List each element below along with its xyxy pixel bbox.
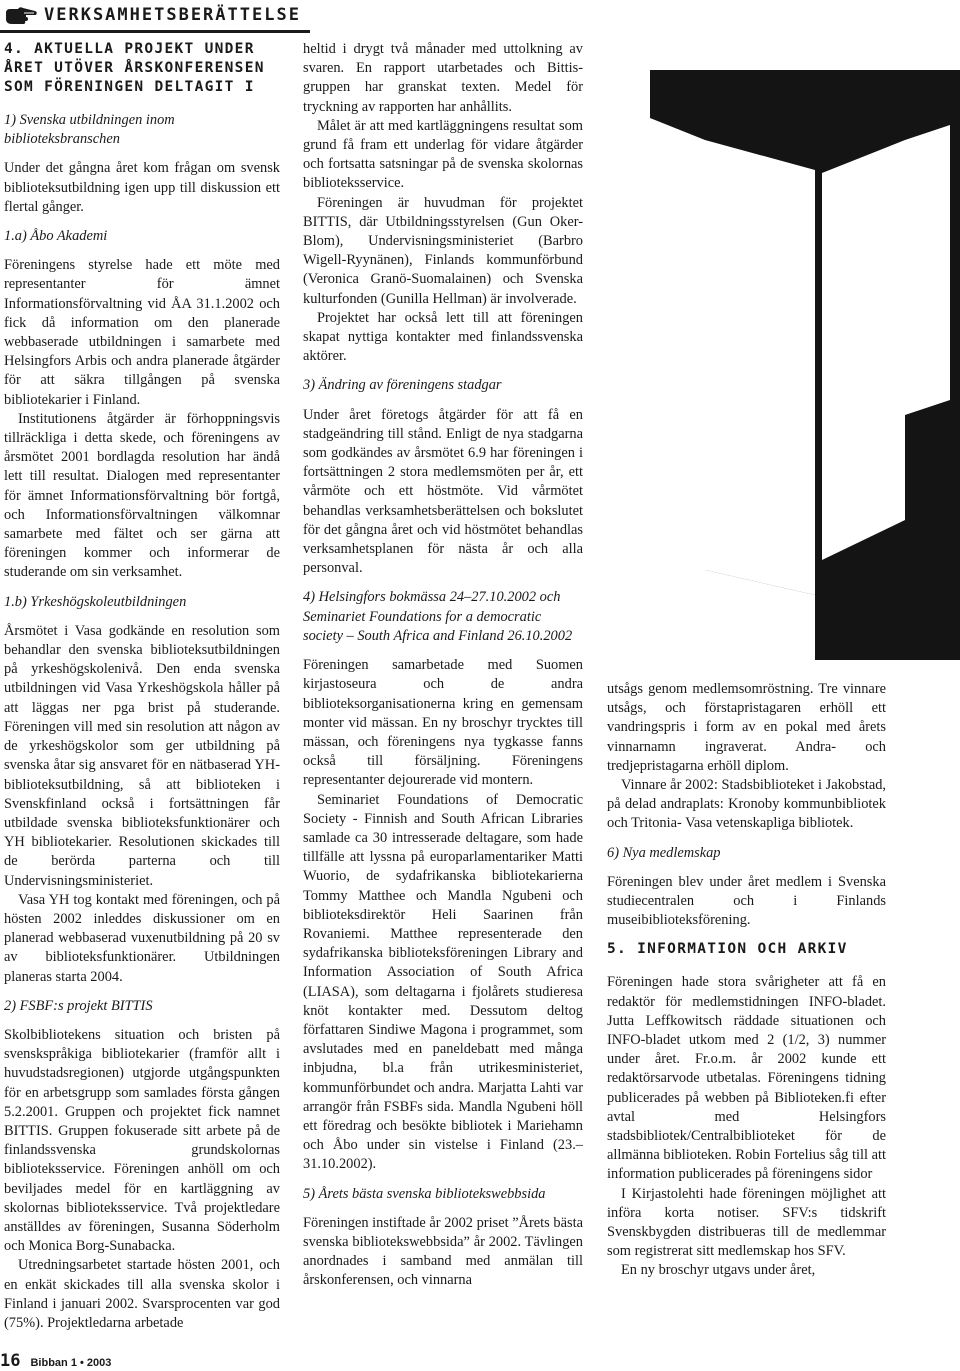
paragraph: utsågs genom medlemsomröstning. Tre vinnare utsågs, och förstapristagaren erhöll ett vandringspris i form av en pokal med årets vinnarnamn ingraverat. Andra- och tredjepristagarna erhöll diplom. (607, 681, 886, 774)
paragraph: Under det gångna året kom frågan om svensk biblioteksutbildning igen upp till diskussion ett flertal gånger. (4, 160, 280, 215)
paragraph: heltid i drygt två månader med uttolkning av svaren. En rapport utarbetades och Bittis-gruppen har granskat texten. Medel för tryckning av rapporten har anhållits. (303, 41, 583, 115)
subheading-2: 2) FSBF:s projekt BITTIS (4, 997, 153, 1014)
paragraph: Vinnare år 2002: Stadsbiblioteket i Jakobstad, på delad andraplats: Kronoby kommunbibliotek och Tritonia- Vasa vetenskapliga bibliotek. (607, 777, 886, 832)
subheading-1: 1) Svenska utbildningen inom biblioteksbranschen (4, 112, 175, 148)
paragraph: Projektet har också lett till att föreningen skapat nyttiga kontakter med finlandssvenska aktörer. (303, 309, 583, 365)
paragraph: I Kirjastolehti hade föreningen möjlighet att införa korta notiser. SFV:s tidskrift Svenskbygden distribueras till de medlemmar som registrerat sitt medlemskap hos SFV. (607, 1185, 886, 1260)
column-middle (303, 40, 583, 1291)
column-left (4, 40, 280, 1333)
subheading-4: 4) Helsingfors bokmässa 24–27.10.2002 och Seminariet Foundations for a democratic society – South Africa and Finland 26.10.2002 (303, 589, 573, 644)
section-header (0, 0, 310, 33)
section-heading-5: 5. INFORMATION OCH ARKIV (607, 941, 848, 958)
subheading-6: 6) Nya medlemskap (607, 844, 721, 861)
subheading-1b: 1.b) Yrkeshögskoleutbildningen (4, 593, 187, 610)
open-book-illustration (650, 70, 960, 660)
publication-info: Bibban 1 • 2003 (30, 1357, 112, 1369)
page-number: 16 (0, 1351, 21, 1371)
paragraph: Föreningen hade stora svårigheter att få en redaktör för medlemstidningen INFO-bladet. Jutta Leffkowitsch räddade situationen och INFO-bladet utkom med 2 (1/2, 3) nummer under året. Fr.o.m. år 2002 kunde ett redaktörsarvode utbetalas. Föreningens tidning publicerades på webben på Biblioteken.fi efter avtal med Helsingfors stadsbibliotek/Centralbiblioteket för de allmänna biblioteken. Robin Fortelius såg till att information publicerades på föreningens sidor (607, 974, 886, 1183)
paragraph: Föreningens styrelse hade ett möte med representanter för ämnet Informationsförvaltning vid ÅA 31.1.2002 och fick då information om den planerade webbaserade utbildningen i samarbete med Helsingfors Arbis och andra planerade åtgärder för att säkra tillgången på svenska bibliotekarier i Finland. (4, 257, 280, 408)
subheading-1a: 1.a) Åbo Akademi (4, 228, 108, 245)
paragraph: Föreningen samarbetade med Suomen kirjastoseura och de andra biblioteksorganisationerna kring en gemensam monter vid mässan. En ny broschyr trycktes till mässan, och föreningens nya tygkasse fanns också till försäljning. Föreningens representanter dejourerade vid montern. (303, 657, 583, 789)
paragraph: Årsmötet i Vasa godkände en resolution som behandlar den svenska biblioteksutbildningen på yrkeshögskolenivå. Den enda svenska utbildningen vid Vasa Yrkeshögskola håller på att läggas ner pga brist på studerande. Föreningen vill med sin resolution att någon av de yrkeshögskolor som ger utbildning på svenska åtar sig ansvaret för en nätbaserad YH-biblioteksutbildning, så att biblioteken i Svenskfinland också i fortsättningen får utbildade svenska biblioteksfunktionärer och YH bibliotekarier. Resolutionen skickades till de berörda parterna och till Undervisningsministeriet. (4, 622, 280, 889)
paragraph: Föreningen är huvudman för projektet BITTIS, där Utbildningsstyrelsen (Gun Oker-Blom), Undervisningsministeriet (Barbro Wigell-Ryynänen), Finlands kommunförbund (Veronica Granö-Suomalainen) och Svenska kulturfonden (Gunilla Hellman) är involverade. (303, 194, 583, 307)
paragraph: Skolbibliotekens situation och bristen på svenskspråkiga bibliotekarier (framför allt i huvudstadsregionen) utgjorde utgångspunkten för en arbetsgrupp som samlades första gången 5.2.2001. Gruppen och projektet fick namnet BITTIS. Gruppen fokuserade sitt arbete på de finlandssvenska grundskolornas biblioteksservice. Föreningen anhöll om och beviljades medel för en kartläggning av skolornas biblioteksservice. Två projektledare anställdes av föreningen, Susanna Söderholm och Monica Borg-Sunabacka. (4, 1026, 280, 1255)
section-heading-4: 4. AKTUELLA PROJEKT UNDER ÅRET UTÖVER ÅRSKONFERENSEN SOM FÖRENINGEN DELTAGIT I (4, 41, 265, 95)
page-footer (0, 1345, 330, 1371)
paragraph: Utredningsarbetet startade hösten 2001, och en enkät skickades till alla svenska skolor i Finland i januari 2002. Svarsprocenten var god (75%). Projektledarna arbetade (4, 1257, 280, 1331)
paragraph: Målet är att med kartläggningens resultat som grund få fram ett underlag för vidare åtgärder och fortsatta satsningar på de svenska skolornas biblioteksservice. (303, 117, 583, 192)
paragraph: En ny broschyr utgavs under året, (621, 1262, 816, 1279)
paragraph: Seminariet Foundations of Democratic Society - Finnish and South African Libraries samlade ca 30 intresserade deltagare, som hade tillfälle att lyssna på europarlamentariker Matti Wuorio, de sydafrikanska bibliotekarierna Tommy Matthee och Mandla Ngubeni och biblioteksdirektör Heli Saarinen från Rovaniemi. Matthee representerade den sydafrikanska biblioteksföreningen Library and Information Association of South Africa (LIASA), som deltagarna i fjolårets studieresa knöt kontakter med. Dessutom deltog författaren Sindiwe Magona i programmet, som avslutades med en paneldebatt med många inbjudna, bl.a från utrikesministeriet, kommunförbundet och andra. Marjatta Lahti var arrangör från FSBFs sida. Mandla Ngubeni höll ett föredrag och besökte bibliotek i Mariehamn och Åbo under sin vistelse i Finland (23.–31.10.2002). (303, 791, 583, 1173)
section-title: VERKSAMHETSBERÄTTELSE (44, 5, 301, 25)
paragraph: Under året företogs åtgärder för att få en stadgeändring till stånd. Enligt de nya stadgarna som godkändes av årsmötet 6.9 har föreningen i fortsättningen 2 stora medlemsmöten per år, ett vårmöte och ett höstmöte. Vid vårmötet behandlas verksamhetsberättelsen och bokslutet för det gångna året och vid höstmötet behandlas verksamhetsplanen för nästa år och alla personval. (303, 406, 583, 577)
paragraph: Institutionens åtgärder är förhoppningsvis tillräckliga i detta skede, och föreningens av årsmötet 2001 bordlagda resolution har ändå lett till resultat. Dialogen med representanter för ämnet Informationsförvaltning bör fortgå, och Informationsförvaltningen välkomnar samarbete med fältet och ser gärna att föreningen kommer och informerar de studerande om sin verksamhet. (4, 410, 280, 581)
paragraph: Föreningen instiftade år 2002 priset ”Årets bästa svenska bibliotekswebbsida” år 2002. Tävlingen anordnades i samband med anmälan till årskonferensen, och vinnarna (303, 1214, 583, 1289)
subheading-3: 3) Ändring av föreningens stadgar (303, 377, 502, 394)
paragraph: Vasa YH tog kontakt med föreningen, och på hösten 2002 inleddes diskussioner om en planerad webbaserad vuxenutbildning på 20 sv av biblioteksfunktionärer. Utbildningen planeras starta 2004. (4, 891, 280, 985)
column-right (607, 680, 886, 1281)
subheading-5: 5) Årets bästa svenska bibliotekswebbsida (303, 1185, 546, 1202)
paragraph: Föreningen blev under året medlem i Svenska studiecentralen och i Finlands museibiblioteksförening. (607, 873, 886, 929)
pointing-hand-icon (4, 5, 38, 25)
